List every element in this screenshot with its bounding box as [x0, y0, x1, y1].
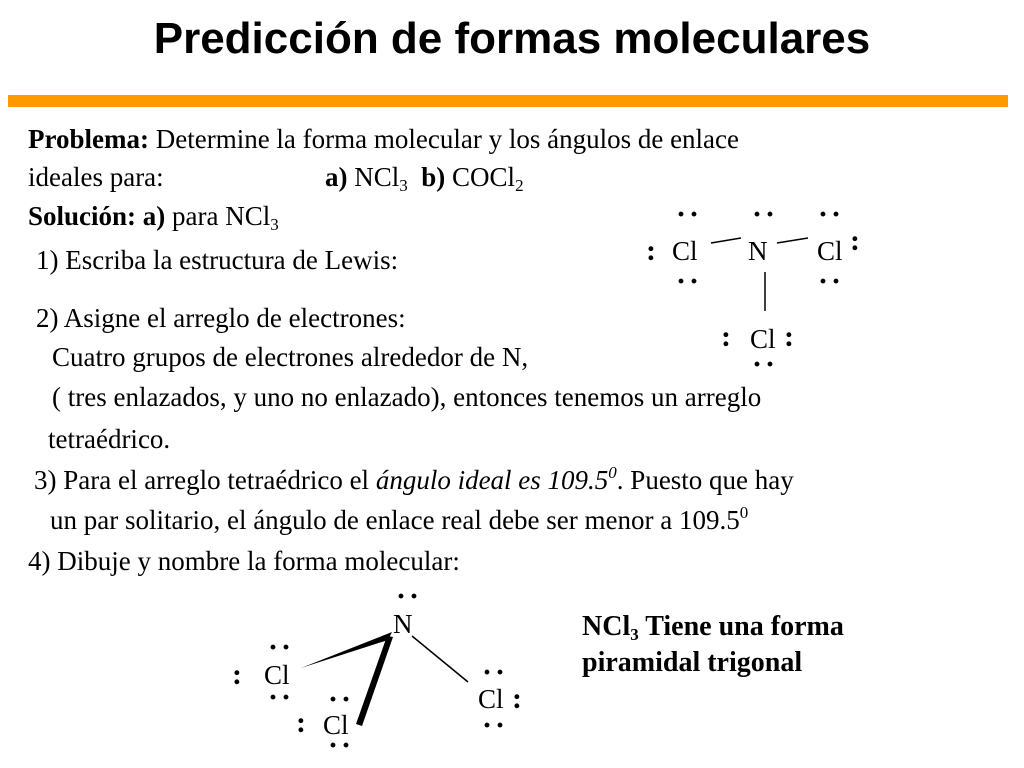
problem-b-sub: 2 — [515, 176, 524, 195]
problem-a-sub: 3 — [399, 176, 408, 195]
problem-b-formula: COCl — [452, 162, 516, 192]
step-3-sup: 0 — [608, 463, 617, 482]
solution-a-label: a) — [142, 201, 166, 231]
lone-pair-dots: ·· — [396, 580, 423, 613]
lone-pair-dots: ·· — [482, 656, 509, 689]
solution-label: Solución: — [28, 201, 137, 231]
lone-pair-dots: : — [232, 658, 242, 691]
step-1: 1) Escriba la estructura de Lewis: — [36, 245, 399, 275]
lone-pair-dots: ·· — [328, 683, 355, 716]
step-2: 2) Asigne el arreglo de electrones: — [36, 303, 406, 333]
problem-a-label: a) — [325, 162, 348, 192]
lone-pair-dots: : — [296, 706, 306, 739]
lone-pair-dots: : — [784, 320, 794, 353]
step-2-line-3: ( tres enlazados, y uno no enlazado), entonces tenemos un arreglo — [52, 382, 762, 412]
lone-pair-dots: ·· — [752, 348, 779, 381]
step-2-line-4: tetraédrico. — [48, 424, 171, 454]
lewis-n: N — [748, 236, 768, 266]
slide-title: Predicción de formas moleculares — [153, 14, 871, 63]
answer-text — [582, 609, 844, 681]
answer-line-1-text: Tiene una forma — [645, 611, 844, 642]
step-3-italic-text: ángulo ideal es 109.5 — [375, 465, 609, 495]
lewis-cl-left: Cl — [672, 236, 698, 266]
lone-pair-dots: ·· — [818, 198, 845, 231]
answer-formula: NCl — [582, 611, 631, 642]
lewis-cl-right: Cl — [817, 236, 843, 266]
problem-a-formula: NCl — [354, 162, 400, 192]
shape-n: N — [393, 609, 413, 639]
lone-pair-dots: ·· — [752, 198, 779, 231]
wedge-bond-bottom — [356, 636, 393, 726]
problem-b-label: b) — [421, 162, 446, 192]
lewis-cl-bottom: Cl — [750, 324, 776, 354]
solution-text: para NCl — [172, 201, 271, 231]
lone-pair-dots: ·· — [818, 265, 845, 298]
shape-cl-right: Cl — [478, 684, 504, 714]
step-3-text-b: . Puesto que hay — [616, 465, 794, 495]
step-3-text-a: 3) Para el arreglo tetraédrico el — [34, 465, 376, 495]
problem-text-1: Determine la forma molecular y los ángulos de enlace — [155, 124, 740, 154]
step-3-line-2-sup: 0 — [739, 503, 749, 522]
problem-text-2: ideales para: — [28, 162, 164, 192]
lone-pair-dots: ·· — [676, 198, 703, 231]
solution-sub: 3 — [270, 215, 279, 234]
problem-label: Problema: — [28, 124, 149, 154]
answer-line-2: piramidal trigonal — [582, 647, 803, 678]
lone-pair-dots: ·· — [268, 681, 295, 714]
lone-pair-dots: ·· — [482, 709, 509, 742]
shape-cl-left: Cl — [264, 660, 290, 690]
lone-pair-dots: : — [721, 320, 731, 353]
lone-pair-dots: ·· — [328, 729, 355, 762]
bond-right — [412, 636, 468, 682]
lone-pair-dots: : — [646, 234, 656, 267]
lone-pair-dots: ·· — [268, 631, 295, 664]
step-4: 4) Dibuje y nombre la forma molecular: — [28, 546, 460, 576]
answer-line-1 — [582, 609, 844, 645]
step-3-line-2-text: un par solitario, el ángulo de enlace real debe ser menor a 109.5 — [50, 505, 740, 535]
lone-pair-dots: : — [512, 682, 522, 715]
lone-pair-dots: ·· — [676, 265, 703, 298]
shape-cl-bottom: Cl — [323, 710, 349, 740]
lone-pair-dots: : — [850, 224, 860, 257]
step-2-line-2: Cuatro grupos de electrones alrededor de N, — [52, 342, 529, 372]
answer-sub: 3 — [630, 625, 639, 644]
